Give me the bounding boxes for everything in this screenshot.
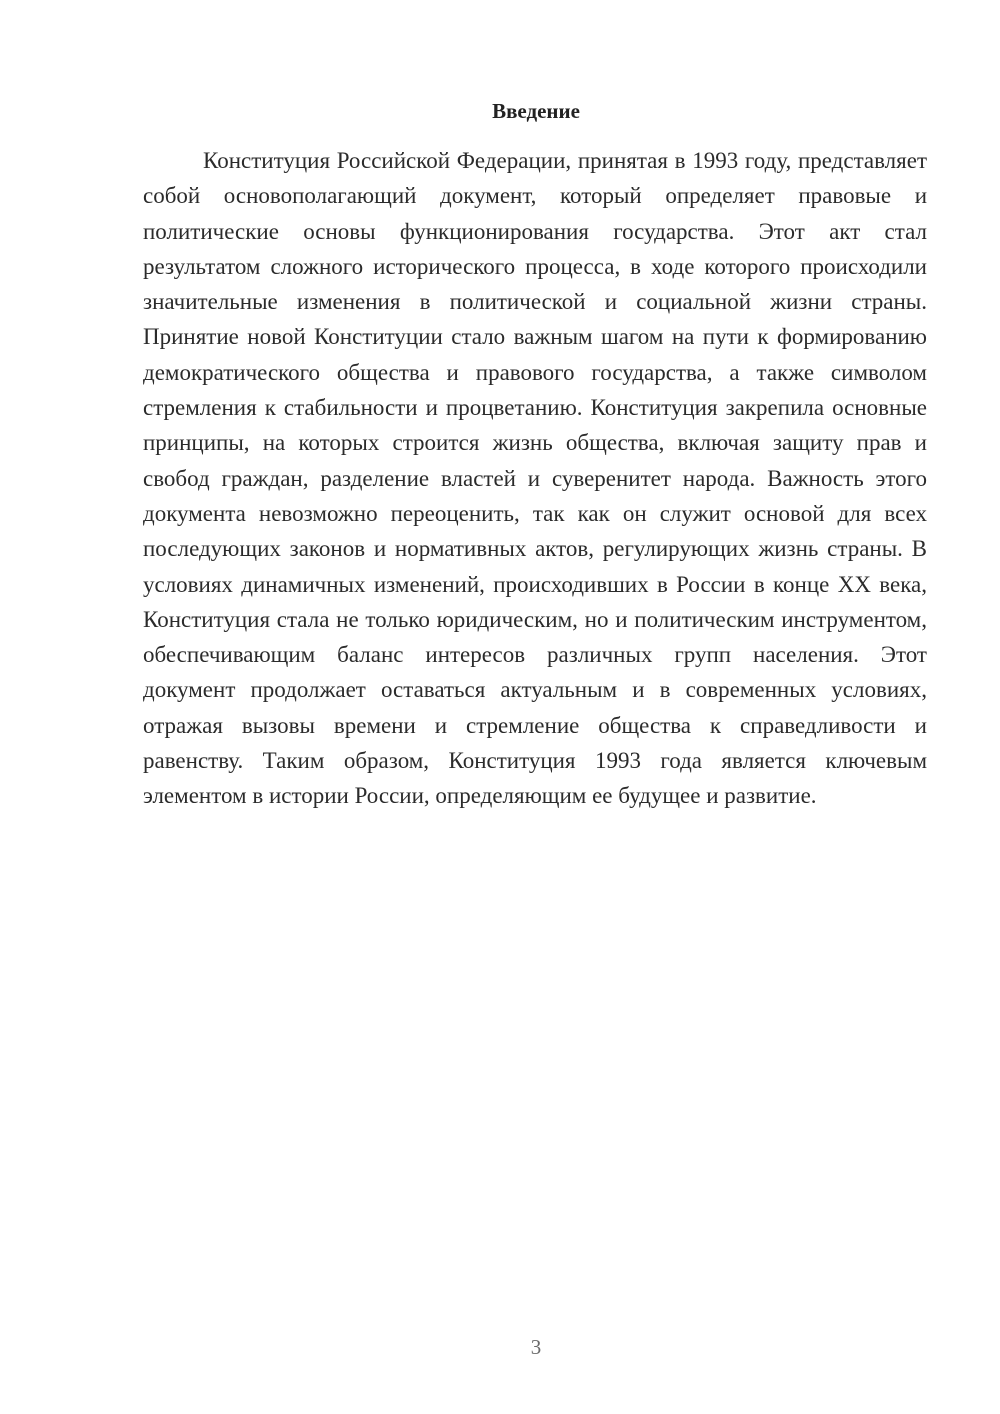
- body-paragraph: Конституция Российской Федерации, принятая в 1993 году, представляет собой основополагающий документ, который определяет правовые и политические основы функционирования государства. Этот акт стал результатом сложного исторического процесса, в ходе которого происходили значительные изменения в политической и социальной жизни страны. Принятие новой Конституции стало важным шагом на пути к формированию демократического общества и правового государства, а также символом стремления к стабильности и процветанию. Конституция закрепила основные принципы, на которых строится жизнь общества, включая защиту прав и свобод граждан, разделение властей и суверенитет народа. Важность этого документа невозможно переоценить, так как он служит основой для всех последующих законов и нормативных актов, регулирующих жизнь страны. В условиях динамичных изменений, происходивших в России в конце XX века, Конституция стала не только юридическим, но и политическим инструментом, обеспечивающим баланс интересов различных групп населения. Этот документ продолжает оставаться актуальным и в современных условиях, отражая вызовы времени и стремление общества к справедливости и равенству. Таким образом, Конституция 1993 года является ключевым элементом в истории России, определяющим ее будущее и развитие.: [143, 148, 927, 809]
- page-number: 3: [530, 1335, 542, 1359]
- section-heading: Введение: [492, 99, 580, 123]
